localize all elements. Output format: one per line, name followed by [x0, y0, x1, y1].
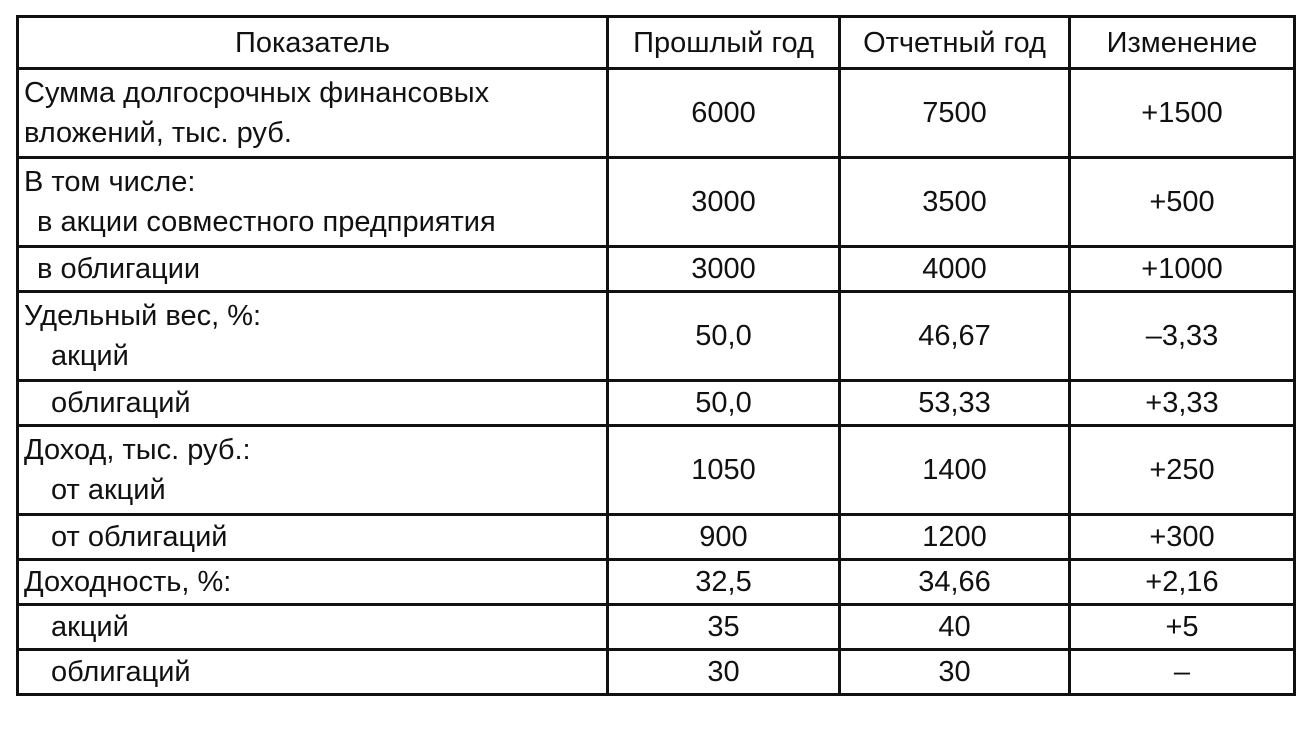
cell-previous-year: 50,0: [608, 381, 840, 426]
table-row: [18, 158, 1295, 247]
row-label-line: Сумма долгосрочных финансовых: [24, 77, 490, 109]
table-row: [18, 381, 1295, 426]
cell-previous-year: 1050: [608, 426, 840, 515]
row-label-line: акций: [51, 611, 129, 643]
cell-previous-year: 50,0: [608, 292, 840, 381]
row-label-line: облигаций: [51, 387, 191, 419]
table-row: [18, 426, 1295, 515]
row-label: [18, 426, 608, 515]
cell-reporting-year: 46,67: [840, 292, 1070, 381]
row-label: [18, 247, 608, 292]
cell-reporting-year: 4000: [840, 247, 1070, 292]
cell-previous-year: 6000: [608, 69, 840, 158]
table-row: [18, 605, 1295, 650]
header-reporting-year: Отчетный год: [840, 17, 1070, 69]
row-label: [18, 515, 608, 560]
row-label-line: В том числе:: [24, 166, 196, 198]
row-label-line: от акций: [51, 474, 166, 506]
row-label-line: акций: [51, 340, 129, 372]
row-label: [18, 605, 608, 650]
row-label: [18, 381, 608, 426]
cell-change: +250: [1070, 426, 1295, 515]
row-label: [18, 292, 608, 381]
cell-previous-year: 900: [608, 515, 840, 560]
cell-reporting-year: 40: [840, 605, 1070, 650]
cell-previous-year: 3000: [608, 247, 840, 292]
cell-change: +2,16: [1070, 560, 1295, 605]
financial-investments-table: [16, 15, 1296, 696]
cell-change: +3,33: [1070, 381, 1295, 426]
row-label-line: в облигации: [37, 253, 201, 285]
row-label: [18, 560, 608, 605]
row-label-line: Доход, тыс. руб.:: [24, 434, 251, 466]
row-label-line: от облигаций: [51, 521, 228, 553]
cell-reporting-year: 1200: [840, 515, 1070, 560]
row-label-line: вложений, тыс. руб.: [24, 117, 292, 149]
cell-change: –: [1070, 650, 1295, 695]
cell-previous-year: 35: [608, 605, 840, 650]
table-row: [18, 650, 1295, 695]
row-label-line: в акции совместного предприятия: [37, 206, 496, 238]
cell-change: +300: [1070, 515, 1295, 560]
cell-change: +1000: [1070, 247, 1295, 292]
cell-previous-year: 32,5: [608, 560, 840, 605]
cell-reporting-year: 7500: [840, 69, 1070, 158]
cell-reporting-year: 53,33: [840, 381, 1070, 426]
row-label-line: Удельный вес, %:: [24, 300, 262, 332]
header-change: Изменение: [1070, 17, 1295, 69]
cell-reporting-year: 1400: [840, 426, 1070, 515]
table-row: [18, 292, 1295, 381]
row-label-line: Доходность, %:: [24, 566, 232, 598]
cell-change: +1500: [1070, 69, 1295, 158]
cell-change: –3,33: [1070, 292, 1295, 381]
table-row: [18, 515, 1295, 560]
row-label: [18, 69, 608, 158]
table-row: [18, 247, 1295, 292]
header-indicator: Показатель: [18, 17, 608, 69]
cell-change: +500: [1070, 158, 1295, 247]
cell-change: +5: [1070, 605, 1295, 650]
row-label: [18, 158, 608, 247]
table-row: [18, 560, 1295, 605]
cell-reporting-year: 30: [840, 650, 1070, 695]
header-previous-year: Прошлый год: [608, 17, 840, 69]
row-label-line: облигаций: [51, 656, 191, 688]
table-row: [18, 69, 1295, 158]
table-header-row: [18, 17, 1295, 69]
cell-previous-year: 3000: [608, 158, 840, 247]
cell-reporting-year: 34,66: [840, 560, 1070, 605]
cell-reporting-year: 3500: [840, 158, 1070, 247]
cell-previous-year: 30: [608, 650, 840, 695]
row-label: [18, 650, 608, 695]
